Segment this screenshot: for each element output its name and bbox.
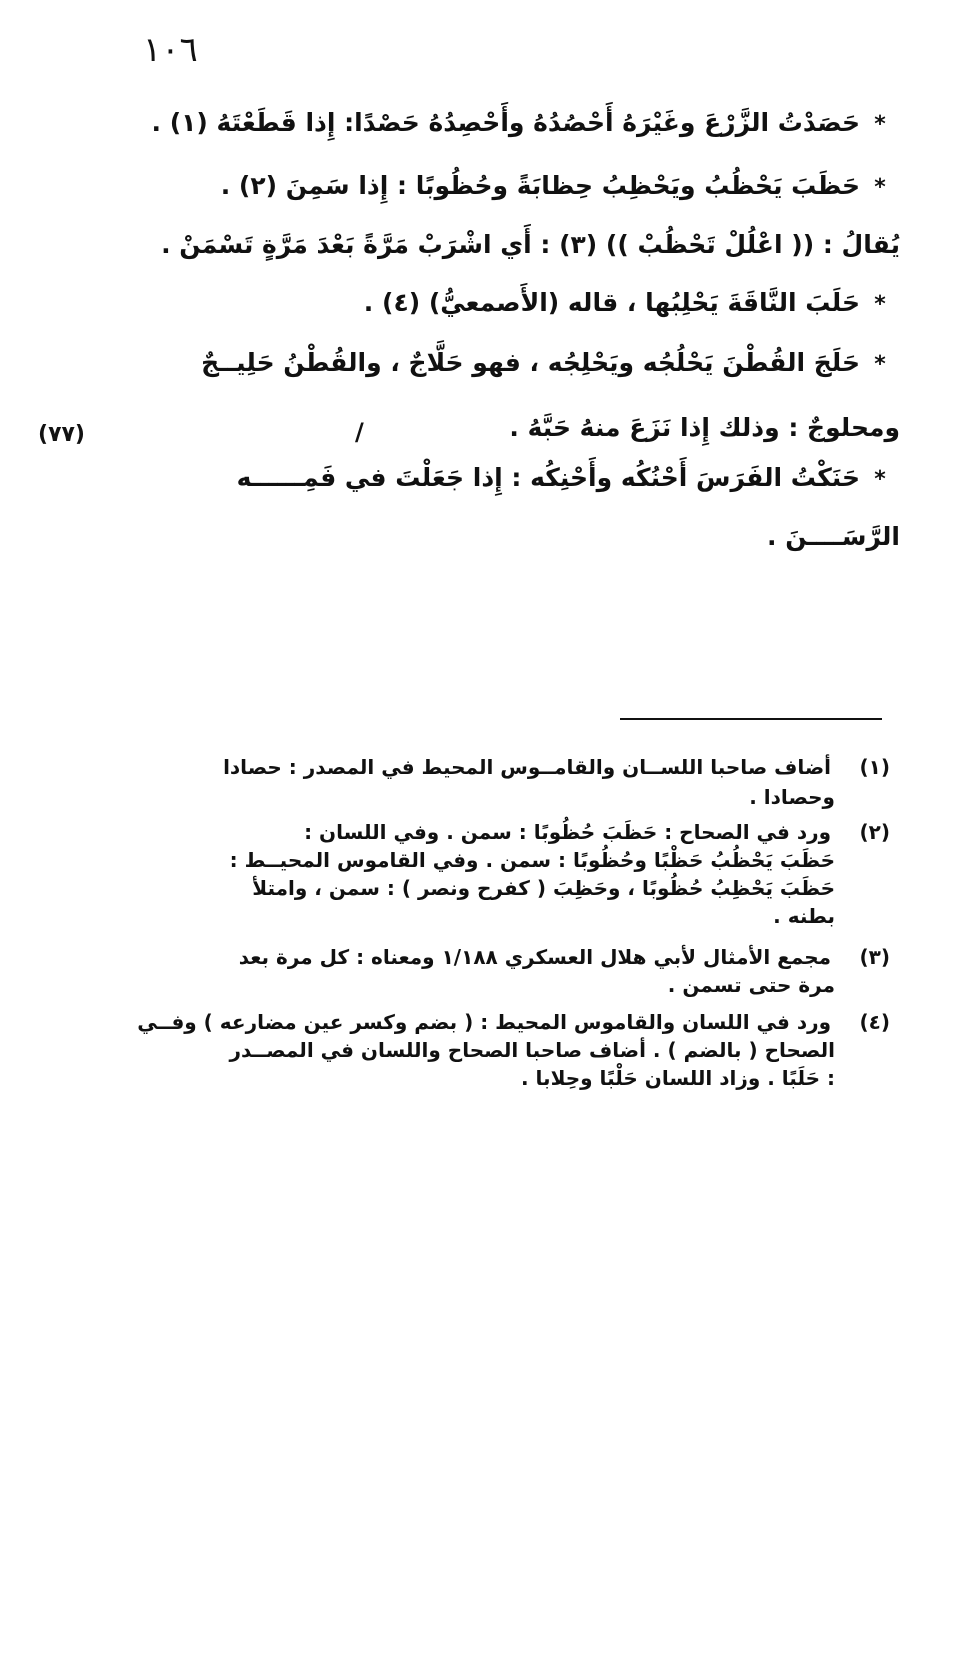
entry-line: [509, 415, 900, 440]
footnote-line: وحصادا .: [749, 785, 835, 809]
footnote-line: حَظَبَ يَحْظِبُ حُظُوبًا ، وحَظِبَ ( كفرح ونصر ) : سمن ، وامتلأ: [252, 876, 835, 900]
footnote-line: الصحاح ( بالضم ) . أضاف صاحبا الصحاح واللسان في المصــدر: [229, 1038, 835, 1062]
star-icon: *: [874, 352, 886, 377]
entry-line: [201, 350, 900, 376]
footnote-number: (٢): [859, 820, 890, 844]
entry-text: يُقالُ : (( اعْلُلْ تَحْظُبْ )) (٣) : أَي اشْرَبْ مَرَّةً بَعْدَ مَرَّةٍ تَسْمَنْ .: [161, 230, 900, 259]
footnote-item: [239, 945, 890, 969]
star-icon: *: [874, 112, 886, 137]
entry-line: [161, 232, 900, 257]
slash-mark: /: [355, 418, 364, 446]
footnote-number: (٣): [859, 945, 890, 969]
footnote-number: (١): [859, 755, 890, 779]
footnote-line: حَظَبَ يَحْظُبُ حَظْبًا وحُظُوبًا : سمن . وفي القاموس المحيــط :: [229, 848, 835, 872]
footnote-line: مرة حتى تسمن .: [667, 973, 835, 997]
footnote-separator: [620, 718, 882, 720]
entry-line: [152, 110, 901, 136]
entry-line: [767, 524, 900, 549]
star-icon: *: [874, 467, 886, 492]
entry-text: حَلَجَ القُطْنَ يَحْلُجُه ويَحْلِجُه ، فهو حَلَّاجٌ ، والقُطْنُ حَلِيــجٌ: [201, 348, 860, 377]
entry-line: [364, 290, 900, 316]
footnote-item: [304, 820, 890, 844]
entry-text: حَنَكْتُ الفَرَسَ أَحْنُكُه وأَحْنِكُه : إِذا جَعَلْتَ في فَمِــــــه: [236, 463, 860, 492]
entry-line: [237, 465, 900, 491]
footnote-item: [223, 755, 890, 779]
entry-text: حَلَبَ النَّاقَةَ يَحْلِبُها ، قاله (الأَصمعيُّ) (٤) .: [363, 288, 860, 317]
footnote-number: (٤): [859, 1010, 890, 1034]
footnote-text: أضاف صاحبا اللســان والقامــوس المحيط في المصدر : حصادا: [223, 755, 832, 779]
page-number: ١٠٦: [143, 30, 198, 70]
footnote-text: مجمع الأمثال لأبي هلال العسكري ١/١٨٨ ومعناه : كل مرة بعد: [238, 945, 832, 969]
footnote-text: ورد في الصحاح : حَظَبَ حُظُوبًا : سمن . وفي اللسان :: [304, 820, 832, 844]
margin-reference: (٧٧): [38, 422, 85, 447]
footnote-line: بطنه .: [773, 904, 835, 928]
footnote-line: : حَلَبًا . وزاد اللسان حَلْبًا وحِلابا .: [520, 1066, 835, 1090]
footnote-item: [137, 1010, 890, 1034]
star-icon: *: [874, 175, 886, 200]
entry-text: حَظَبَ يَحْظُبُ ويَحْظِبُ حِظابَةً وحُظُوبًا : إِذا سَمِنَ (٢) .: [220, 171, 860, 200]
entry-line: [221, 173, 900, 199]
entry-text: ومحلوجٌ : وذلك إِذا نَزَعَ منهُ حَبَّهُ .: [509, 413, 900, 442]
entry-text: الرَّسَــــنَ .: [767, 522, 900, 551]
star-icon: *: [874, 292, 886, 317]
entry-text: حَصَدْتُ الزَّرْعَ وغَيْرَهُ أَحْصُدُهُ وأَحْصِدُهُ حَصْدًا: إِذا قَطَعْتَهُ (١) .: [151, 108, 860, 137]
footnote-text: ورد في اللسان والقاموس المحيط : ( بضم وكسر عين مضارعه ) وفــي: [137, 1010, 832, 1034]
